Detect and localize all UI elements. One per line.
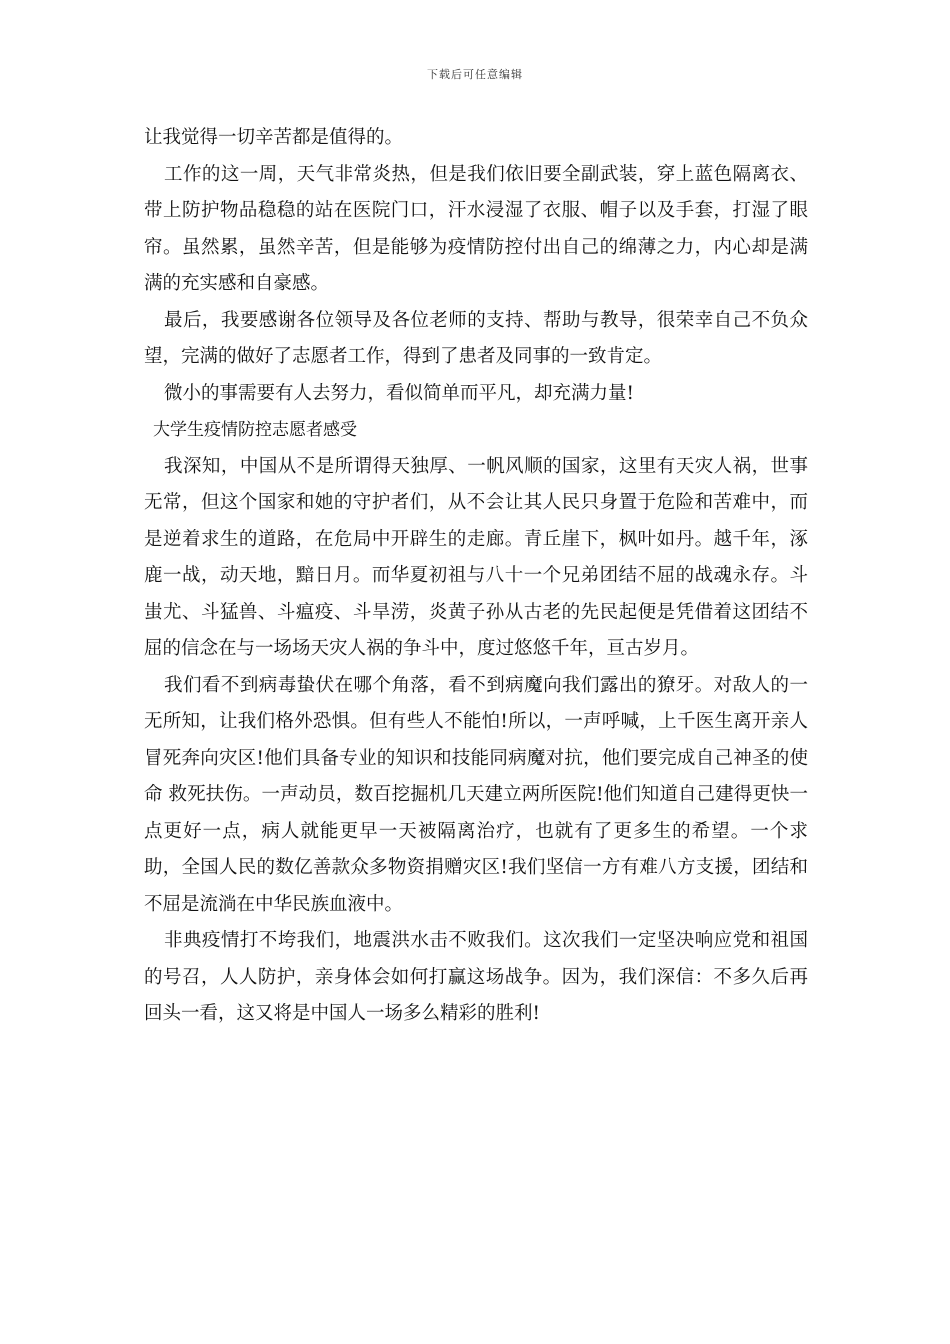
paragraph-2: 工作的这一周，天气非常炎热，但是我们依旧要全副武装，穿上蓝色隔离衣、带上防护物品稳稳的站在医院门口，汗水浸湿了衣服、帽子以及手套，打湿了眼帘。虽然累，虽然辛苦，但是能够为疫情防控付出自己的绵薄之力，内心却是满满的充实感和自豪感。 bbox=[144, 163, 808, 294]
section-title: 大学生疫情防控志愿者感受 bbox=[153, 420, 357, 440]
paragraph-7: 非典疫情打不垮我们，地震洪水击不败我们。这次我们一定坚决响应党和祖国的号召，人人防护，亲身体会如何打赢这场战争。因为，我们深信：不多久后再回头一看，这又将是中国人一场多么精彩的胜利! bbox=[144, 930, 808, 1024]
paragraph-3: 最后，我要感谢各位领导及各位老师的支持、帮助与教导，很荣幸自己不负众望，完满的做好了志愿者工作，得到了患者及同事的一致肯定。 bbox=[144, 309, 808, 367]
paragraph-5: 我深知，中国从不是所谓得天独厚、一帆风顺的国家，这里有天灾人祸，世事无常，但这个国家和她的守护者们，从不会让其人民只身置于危险和苦难中，而是逆着求生的道路，在危局中开辟生的走廊。青丘崖下，枫叶如丹。越千年，涿鹿一战，动天地，黯日月。而华夏初祖与八十一个兄弟团结不屈的战魂永存。斗蚩尤、斗猛兽、斗瘟疫、斗旱涝，炎黄子孙从古老的先民起便是凭借着这团结不屈的信念在与一场场天灾人祸的争斗中，度过悠悠千年，亘古岁月。 bbox=[144, 455, 808, 659]
paragraph-6: 我们看不到病毒蛰伏在哪个角落，看不到病魔向我们露出的獠牙。对敌人的一无所知，让我们格外恐惧。但有些人不能怕!所以，一声呼喊，上千医生离开亲人冒死奔向灾区!他们具备专业的知识和技能同病魔对抗，他们要完成自己神圣的使命 救死扶伤。一声动员，数百挖掘机几天建立两所医院!他们知道自己建得更快一点更好一点，病人就能更早一天被隔离治疗，也就有了更多生的希望。一个求助，全国人民的数亿善款众多物资捐赠灾区!我们坚信一方有难八方支援，团结和不屈是流淌在中华民族血液中。 bbox=[144, 674, 808, 915]
paragraph-4: 微小的事需要有人去努力，看似简单而平凡，却充满力量! bbox=[164, 382, 634, 404]
page-header-note: 下载后可任意编辑 bbox=[427, 68, 523, 81]
document-body bbox=[144, 120, 808, 1033]
paragraph-1: 让我觉得一切辛苦都是值得的。 bbox=[144, 127, 404, 148]
